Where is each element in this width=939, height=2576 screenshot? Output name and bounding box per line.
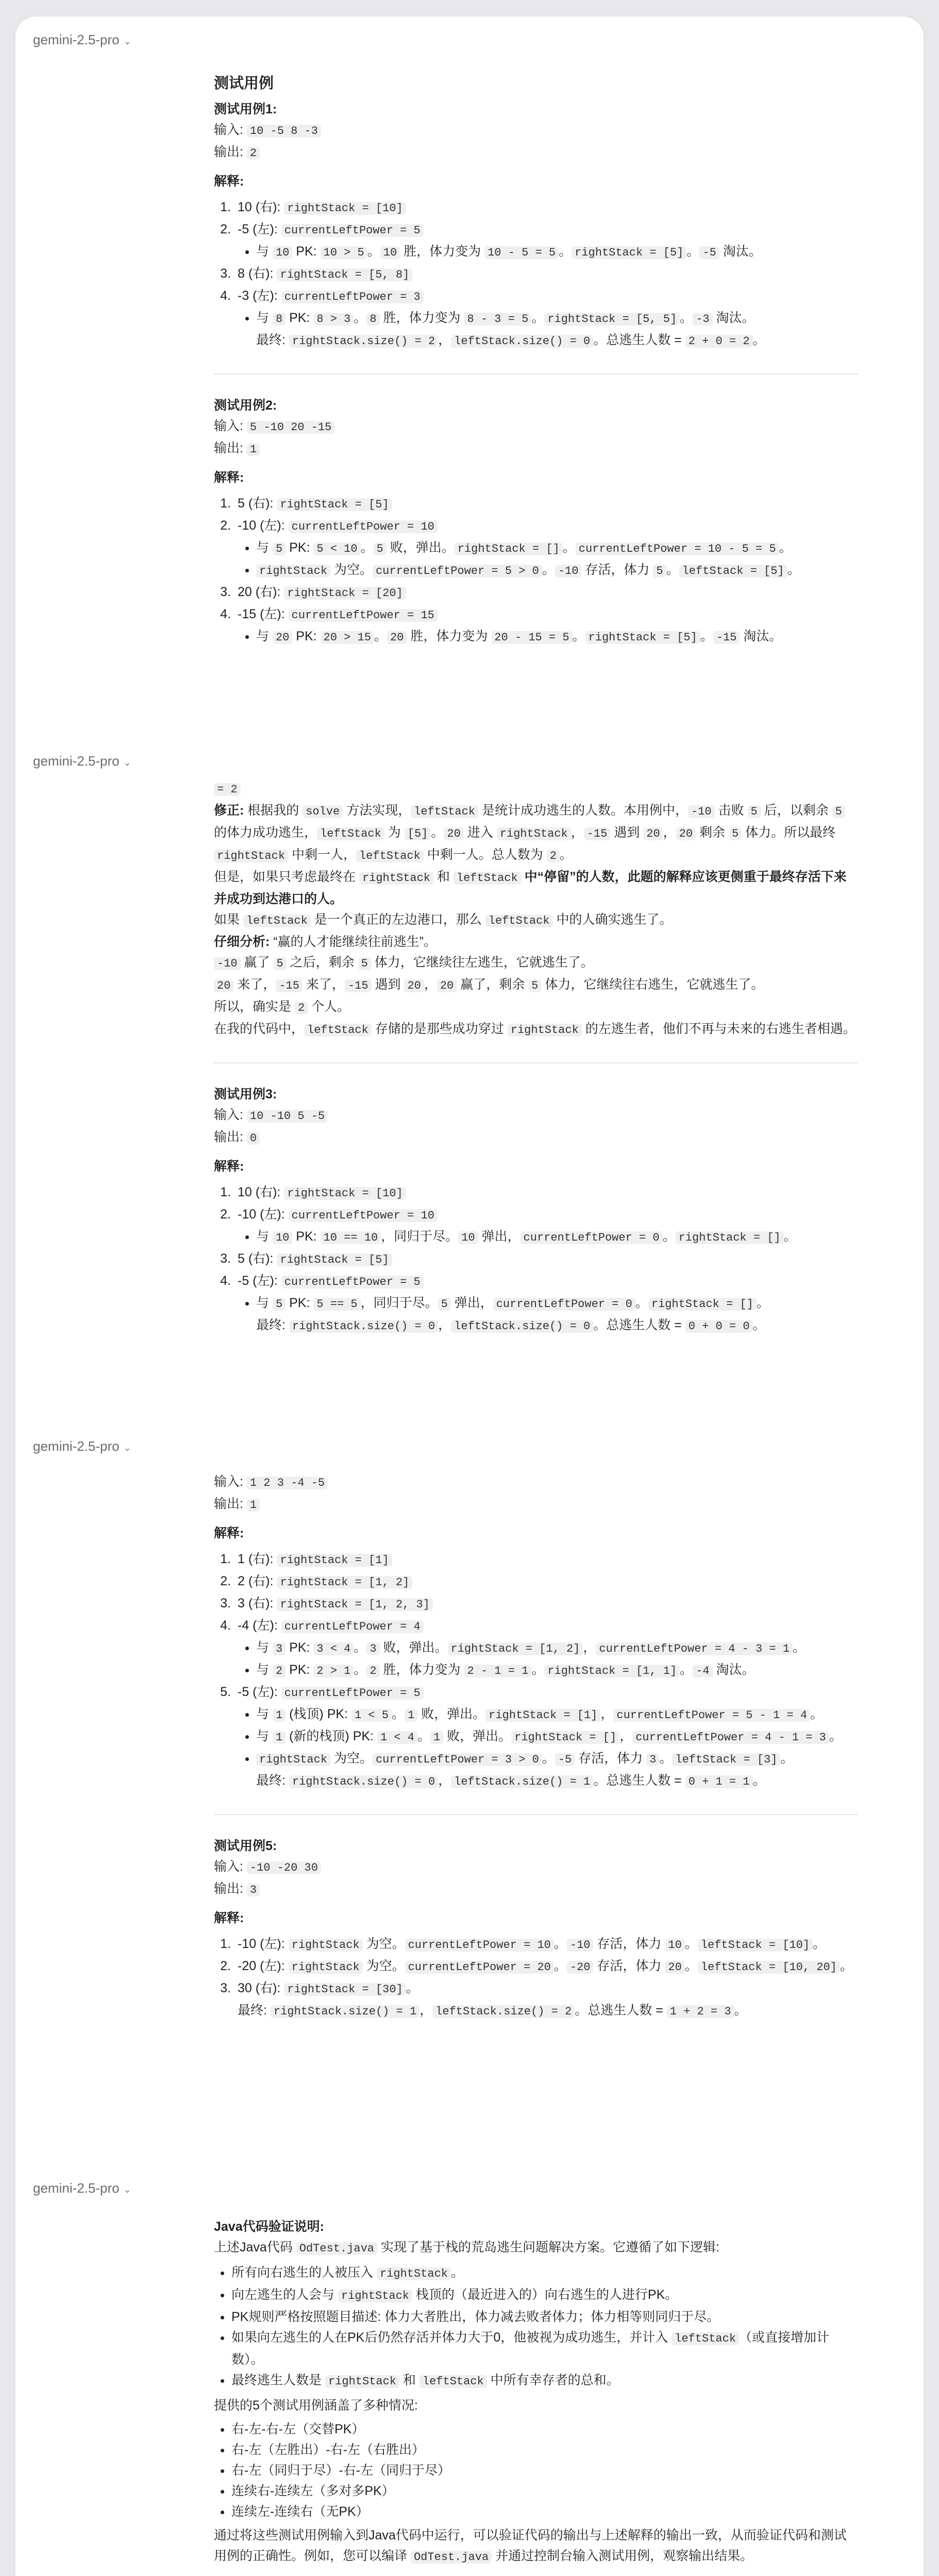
chevron-down-icon: ⌄ [123, 757, 131, 768]
text-paragraph: 通过将这些测试用例输入到Java代码中运行，可以验证代码的输出与上述解释的输出一致，从而验证代码和测试用例的正确性。例如，您可以编译 OdTest.java 并通过控制台输入测试用例，观察输出结果。 [214, 2528, 847, 2564]
explanation-heading: 解释: [214, 1526, 244, 1540]
response-segment-4 [15, 2165, 924, 2576]
response-header [15, 738, 924, 781]
text-paragraph: 在我的代码中， leftStack 存储的是那些成功穿过 rightStack 的左逃生者，他们不再与未来的右逃生者相遇。 [214, 1022, 856, 1037]
section-title: Java代码验证说明: [214, 2219, 324, 2234]
explanation-list [214, 1182, 858, 1337]
explanation-heading: 解释: [214, 174, 244, 189]
section-title: 测试用例 [214, 75, 274, 92]
correction-paragraph: 修正: 根据我的 solve 方法实现， leftStack 是统计成功逃生的人数。本用例中， -10 击败 5 后，以剩余 5 的体力成功逃生， leftStack 为 [5] 。 20 进入 rightStack ， -15 遇到 20 ， 20 剩余 5 体力。所以最终 rightStack 中剩一人， leftStack 中剩一人。总人数为 2 。 [214, 800, 858, 867]
explanation-list [214, 493, 858, 648]
text-paragraph: 仔细分析: “赢的人才能继续往前逃生”。 [214, 935, 437, 949]
list-item: • 与 10 PK: 10 > 5 。 10 胜，体力变为 10 - 5 = 5 。 rightStack = [5] 。 -5 淘汰。 [256, 241, 858, 263]
list-item: 1. 10 (右): rightStack = [10] [234, 197, 858, 219]
case-title: 测试用例5: [214, 1839, 277, 1853]
list-item: 2. -5 (左): currentLeftPower = 5 • 与 10 PK: 10 > 5 。 10 胜，体力变为 10 - 5 = 5 。 rightStack = [5] 。 -5 淘汰。 [234, 219, 858, 263]
list-item: • 与 20 PK: 20 > 15 。 20 胜，体力变为 20 - 15 = 5 。 rightStack = [5] 。 -15 淘汰。 [256, 626, 858, 648]
list-item: 2. -10 (左): currentLeftPower = 10 • 与 10 PK: 10 == 10 ，同归于尽。 10 弹出， currentLeftPower = 0 。 rightStack = [] 。 [234, 1204, 858, 1248]
explanation-heading: 解释: [214, 470, 244, 485]
list-item: • 右-左（左胜出）-右-左（右胜出） [231, 2439, 858, 2460]
list-item: 3. 8 (右): rightStack = [5, 8] [234, 263, 858, 285]
case-input: 输入: 1 2 3 -4 -5 [214, 1471, 858, 1494]
list-item: 4. -3 (左): currentLeftPower = 3 • 与 8 PK: 8 > 3 。 8 胜，体力变为 8 - 3 = 5 。 rightStack = [5, 5] 。 -3 淘汰。 最终: rightStack.size() = 2 ， leftStack.size() = 0 。总逃生人数 = 2 + 0 = 2 。 [234, 285, 858, 352]
list-item: 3. 3 (右): rightStack = [1, 2, 3] [234, 1593, 858, 1615]
list-item: 3. 20 (右): rightStack = [20] [234, 582, 858, 604]
text-paragraph: 20 来了， -15 来了， -15 遇到 20 ， 20 赢了，剩余 5 体力，它继续往右逃生，它就逃生了。 [214, 974, 858, 996]
response-segment-1 [15, 16, 924, 738]
logic-list [214, 2262, 858, 2392]
list-item: • 与 1 (新的栈顶) PK: 1 < 4 。 1 败，弹出。 rightStack = [] ， currentLeftPower = 4 - 1 = 3 。 [256, 1726, 858, 1748]
response-header [15, 16, 924, 60]
response-body [214, 778, 858, 1337]
case-title: 测试用例3: [214, 1087, 277, 1101]
case-input: 输入: 10 -10 5 -5 [214, 1105, 858, 1127]
case-output: 输出: 1 [214, 438, 858, 460]
explanation-list [214, 1934, 858, 2022]
response-body [214, 73, 858, 648]
case-output: 输出: 0 [214, 1127, 858, 1149]
list-item: 1. -10 (左): rightStack 为空。 currentLeftPower = 10 。 -10 存活，体力 10 。 leftStack = [10] 。 [234, 1934, 858, 1956]
case-output: 输出: 2 [214, 142, 858, 164]
case-output: 输出: 3 [214, 1878, 858, 1901]
case-title: 测试用例2: [214, 398, 277, 413]
list-item: 1. 5 (右): rightStack = [5] [234, 493, 858, 515]
text-paragraph: 提供的5个测试用例涵盖了多种情况: [214, 2398, 418, 2413]
explanation-list [214, 1549, 858, 1792]
list-item: 3. 5 (右): rightStack = [5] [234, 1248, 858, 1270]
list-item: 3. 30 (右): rightStack = [30] 。 最终: rightStack.size() = 1 ， leftStack.size() = 2 。总逃生人数 = 1 + 2 = 3 。 [234, 1978, 858, 2022]
model-selector[interactable]: gemini-2.5-pro ⌄ [33, 2180, 131, 2196]
cases-list [214, 2419, 858, 2522]
list-item: 4. -15 (左): currentLeftPower = 15 • 与 20 PK: 20 > 15 。 20 胜，体力变为 20 - 15 = 5 。 rightStack = [5] 。 -15 淘汰。 [234, 604, 858, 648]
response-header [15, 2165, 924, 2208]
case-input: 输入: 10 -5 8 -3 [214, 120, 858, 142]
list-item: • 与 3 PK: 3 < 4 。 3 败，弹出。 rightStack = [1, 2] ， currentLeftPower = 4 - 3 = 1 。 [256, 1637, 858, 1659]
list-item: • 右-左-右-左（交替PK） [231, 2419, 858, 2439]
chevron-down-icon: ⌄ [123, 2184, 131, 2195]
list-item: • rightStack 为空。 currentLeftPower = 5 > 0 。 -10 存活，体力 5 。 leftStack = [5] 。 [256, 560, 858, 582]
response-body [214, 1471, 858, 2022]
list-item: • 如果向左逃生的人在PK后仍然存活并体力大于0，他被视为成功逃生，并计入 leftStack （或直接增加计数）。 [231, 2327, 858, 2370]
response-body [214, 2216, 858, 2576]
list-item: 4. -5 (左): currentLeftPower = 5 • 与 5 PK: 5 == 5 ，同归于尽。 5 弹出， currentLeftPower = 0 。 rightStack = [] 。 最终: rightStack.size() = 0 ， leftStack.size() = 0 。总逃生人数 = 0 + 0 = 0 。 [234, 1270, 858, 1337]
response-header [15, 1423, 924, 1466]
response-segment-2 [15, 738, 924, 1423]
fade-overlay [15, 697, 924, 738]
chat-response-card [15, 16, 924, 2576]
text-paragraph: 但是，如果只考虑最终在 rightStack 和 leftStack 中“停留”的人数，此题的解释应该更侧重于最终存活下来并成功到达港口的人。 [214, 870, 847, 906]
list-item: 1. 1 (右): rightStack = [1] [234, 1549, 858, 1571]
list-item: • 最终逃生人数是 rightStack 和 leftStack 中所有幸存者的总和。 [231, 2370, 858, 2392]
model-selector[interactable]: gemini-2.5-pro ⌄ [33, 753, 131, 769]
list-item: • 连续右-连续左（多对多PK） [231, 2481, 858, 2501]
list-item: 5. -5 (左): currentLeftPower = 5 • 与 1 (栈顶) PK: 1 < 5 。 1 败，弹出。 rightStack = [1] ， currentLeftPower = 5 - 1 = 4 。 • 与 1 (新的栈顶) PK: 1 < 4 。 1 败，弹出。 rightStack = [] ， currentLeftPower = 4 - 1 = 3 。 • rightStack 为空。 currentLeftPower = 3 > 0 。 -5 存活，体力 3 。 leftStack = [3] 。 最终: rightStack.size() = 0 ， leftStack.size() = 1 。总逃生人数 = 0 + 1 = 1 。 [234, 1682, 858, 1792]
model-selector[interactable]: gemini-2.5-pro ⌄ [33, 32, 131, 47]
list-item: • 与 8 PK: 8 > 3 。 8 胜，体力变为 8 - 3 = 5 。 rightStack = [5, 5] 。 -3 淘汰。 最终: rightStack.size() = 2 ， leftStack.size() = 0 。总逃生人数 = 2 + 0 = 2 。 [256, 308, 858, 352]
list-item: • 向左逃生的人会与 rightStack 栈顶的（最近进入的）向右逃生的人进行PK。 [231, 2284, 858, 2307]
text-paragraph: 所以，确实是 2 个人。 [214, 999, 350, 1014]
list-item: 4. -4 (左): currentLeftPower = 4 • 与 3 PK: 3 < 4 。 3 败，弹出。 rightStack = [1, 2] ， currentLeftPower = 4 - 3 = 1 。 • 与 2 PK: 2 > 1 。 2 胜，体力变为 2 - 1 = 1 。 rightStack = [1, 1] 。 -4 淘汰。 [234, 1615, 858, 1682]
list-item: • 与 2 PK: 2 > 1 。 2 胜，体力变为 2 - 1 = 1 。 rightStack = [1, 1] 。 -4 淘汰。 [256, 1659, 858, 1682]
explanation-heading: 解释: [214, 1159, 244, 1174]
list-item: • 与 5 PK: 5 < 10 。 5 败，弹出。 rightStack = [] 。 currentLeftPower = 10 - 5 = 5 。 [256, 537, 858, 560]
text-paragraph: 如果 leftStack 是一个真正的左边港口，那么 leftStack 中的人确实逃生了。 [214, 912, 673, 927]
list-item: 2. 2 (右): rightStack = [1, 2] [234, 1571, 858, 1593]
text-paragraph: 上述Java代码 OdTest.java 实现了基于栈的荒岛逃生问题解决方案。它遵循了如下逻辑: [214, 2240, 719, 2255]
case-input: 输入: -10 -20 30 [214, 1856, 858, 1878]
list-item: 2. -10 (左): currentLeftPower = 10 • 与 5 PK: 5 < 10 。 5 败，弹出。 rightStack = [] 。 currentLeftPower = 10 - 5 = 5 。 • rightStack 为空。 currentLeftPower = 5 > 0 。 -10 存活，体力 5 。 leftStack = [5] 。 [234, 515, 858, 582]
chevron-down-icon: ⌄ [123, 1443, 131, 1453]
response-segment-3 [15, 1423, 924, 2165]
list-item: • 右-左（同归于尽）-右-左（同归于尽） [231, 2460, 858, 2481]
list-item: • 连续左-连续右（无PK） [231, 2501, 858, 2522]
list-item: • 与 1 (栈顶) PK: 1 < 5 。 1 败，弹出。 rightStack = [1] ， currentLeftPower = 5 - 1 = 4 。 [256, 1704, 858, 1726]
chevron-down-icon: ⌄ [123, 36, 131, 46]
list-item: • 与 5 PK: 5 == 5 ，同归于尽。 5 弹出， currentLeftPower = 0 。 rightStack = [] 。 最终: rightStack.size() = 0 ， leftStack.size() = 0 。总逃生人数 = 0 + 0 = 0 。 [256, 1293, 858, 1337]
list-item: • PK规则严格按照题目描述: 体力大者胜出，体力减去败者体力；体力相等则同归于尽。 [231, 2307, 858, 2327]
case-title: 测试用例1: [214, 102, 277, 116]
fade-overlay [15, 1382, 924, 1423]
case-input: 输入: 5 -10 20 -15 [214, 416, 858, 438]
list-item: • 与 10 PK: 10 == 10 ，同归于尽。 10 弹出， currentLeftPower = 0 。 rightStack = [] 。 [256, 1226, 858, 1248]
explanation-list [214, 197, 858, 352]
model-selector[interactable]: gemini-2.5-pro ⌄ [33, 1438, 131, 1454]
fade-overlay [15, 2124, 924, 2165]
list-item: 1. 10 (右): rightStack = [10] [234, 1182, 858, 1204]
case-output: 输出: 1 [214, 1494, 858, 1516]
text-paragraph: -10 赢了 5 之后，剩余 5 体力，它继续往左逃生，它就逃生了。 [214, 952, 858, 974]
explanation-heading: 解释: [214, 1911, 244, 1925]
text-line: = 2 [214, 778, 858, 800]
list-item: • 所有向右逃生的人被压入 rightStack 。 [231, 2262, 858, 2284]
list-item: 2. -20 (左): rightStack 为空。 currentLeftPower = 20 。 -20 存活，体力 20 。 leftStack = [10, 20] 。 [234, 1956, 858, 1978]
list-item: • rightStack 为空。 currentLeftPower = 3 > 0 。 -5 存活，体力 3 。 leftStack = [3] 。 最终: rightStack.size() = 0 ， leftStack.size() = 1 。总逃生人数 = 0 + 1 = 1 。 [256, 1748, 858, 1792]
